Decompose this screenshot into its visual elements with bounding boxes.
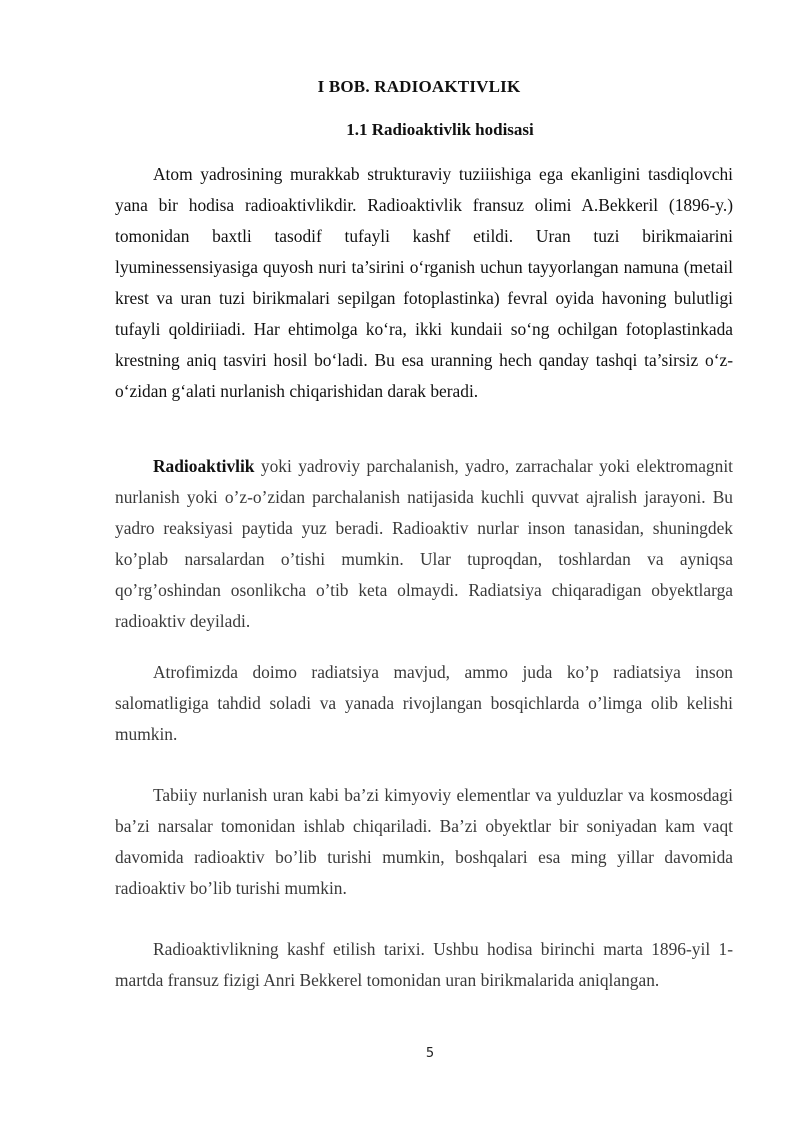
chapter-title: I BOB. RADIOAKTIVLIK bbox=[317, 77, 521, 96]
paragraph-natural-radiation bbox=[115, 780, 733, 904]
paragraph-text: Atrofimizda doimo radiatsiya mavjud, ammo juda ko’p radiatsiya inson salomatligiga tahdid soladi va yanada rivojlangan bosqichlarda o’limga olib kelishi mumkin. bbox=[115, 662, 733, 744]
paragraph-history bbox=[115, 934, 733, 996]
paragraph-text: Radioaktivlikning kashf etilish tarixi. Ushbu hodisa birinchi marta 1896-yil 1-martda fransuz fizigi Anri Bekkerel tomonidan uran birikmalarida aniqlangan. bbox=[115, 939, 733, 990]
paragraph-definition bbox=[115, 451, 733, 637]
paragraph-text: Atom yadrosining murakkab strukturaviy tuziiishiga ega ekanligini tasdiqlovchi yana bir hodisa radioaktivlikdir. Radioaktivlik fransuz olimi A.Bekkeril (1896-y.) tomonidan baxtli tasodif tufayli kashf etildi. Uran tuzi birikmaiarini lyuminessensiyasiga quyosh nuri ta’sirini o‘rganish uchun tayyorlangan namuna (metail krest va uran tuzi birikmalari sepilgan fotoplastinka) fevral oyida havoning bulutligi tufayli qoldiriiadi. Har ehtimolga ko‘ra, ikki kundaii so‘ng ochilgan fotoplastinkada krestning aniq tasviri hosil bo‘ladi. Bu esa uranning hech qanday tashqi ta’sirsiz o‘z-o‘zidan g‘alati nurlanish chiqarishidan darak beradi. bbox=[115, 164, 733, 401]
paragraph-text: Tabiiy nurlanish uran kabi ba’zi kimyoviy elementlar va yulduzlar va kosmosdagi ba’zi narsalar tomonidan ishlab chiqariladi. Ba’zi obyektlar bir soniyadan kam vaqt davomida radioaktiv bo’lib turishi mumkin, boshqalari esa ming yillar davomida radioaktiv bo’lib turishi mumkin. bbox=[115, 785, 733, 898]
paragraph-discovery bbox=[115, 159, 733, 407]
page-number: 5 bbox=[425, 1046, 435, 1061]
section-title: 1.1 Radioaktivlik hodisasi bbox=[346, 120, 534, 139]
paragraph-health-risk bbox=[115, 657, 733, 750]
paragraph-text: yoki yadroviy parchalanish, yadro, zarrachalar yoki elektromagnit nurlanish yoki o’z-o’zidan parchalanish natijasida kuchli quvvat ajralish jarayoni. Bu yadro reaksiyasi paytida yuz beradi. Radioaktiv nurlar inson tanasidan, shuningdek ko’plab narsalardan o’tishi mumkin. Ular tuproqdan, toshlardan va ayniqsa qo’rg’oshindan osonlikcha o’tib keta olmaydi. Radiatsiya chiqaradigan obyektlarga radioaktiv deyiladi. bbox=[115, 456, 733, 631]
defined-term: Radioaktivlik bbox=[153, 456, 255, 476]
